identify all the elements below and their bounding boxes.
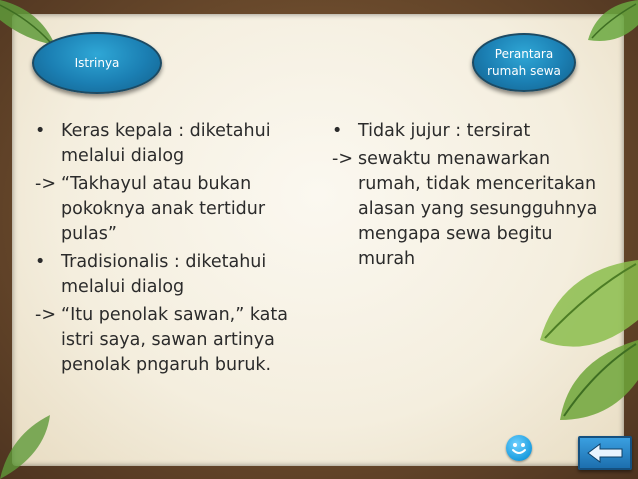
right-column [332,119,612,275]
list-item [332,147,612,272]
leaf-bottom-left-icon [0,405,60,479]
back-arrow-icon [580,438,630,468]
arrow-mark: -> [35,174,56,194]
list-item [35,119,310,169]
list-item [332,119,612,144]
list-item-text: sewaktu menawarkan rumah, tidak menceritakan alasan yang sesungguhnya mengapa sewa begitu murah [358,149,598,269]
perantara-label-line1: Perantara [494,46,554,61]
list-item [35,303,310,378]
arrow-mark: -> [35,305,56,325]
bullet-glyph: • [35,252,46,272]
smiley-face-icon [506,435,532,461]
leaf-right-icon [500,250,638,430]
list-item-text: Tidak jujur : tersirat [358,121,531,141]
list-item-text: Tradisionalis : diketahui melalui dialog [61,252,267,297]
bullet-glyph: • [332,121,343,141]
list-item [35,250,310,300]
perantara-label-line2: rumah sewa [487,63,561,78]
smiley-icon[interactable] [506,435,532,461]
leaf-top-right-icon [568,0,638,70]
list-item-text: Keras kepala : diketahui melalui dialog [61,121,271,166]
arrow-mark: -> [332,149,353,169]
istrinya-label-oval [32,32,162,94]
list-item [35,172,310,247]
list-item-text: “Takhayul atau bukan pokoknya anak tertidur pulas” [61,174,266,244]
back-button[interactable] [578,436,632,470]
list-item-text: “Itu penolak sawan,” kata istri saya, sawan artinya penolak pngaruh buruk. [61,305,288,375]
perantara-label-oval [472,33,576,92]
bullet-glyph: • [35,121,46,141]
left-column [35,119,310,381]
istrinya-label: Istrinya [74,55,120,70]
